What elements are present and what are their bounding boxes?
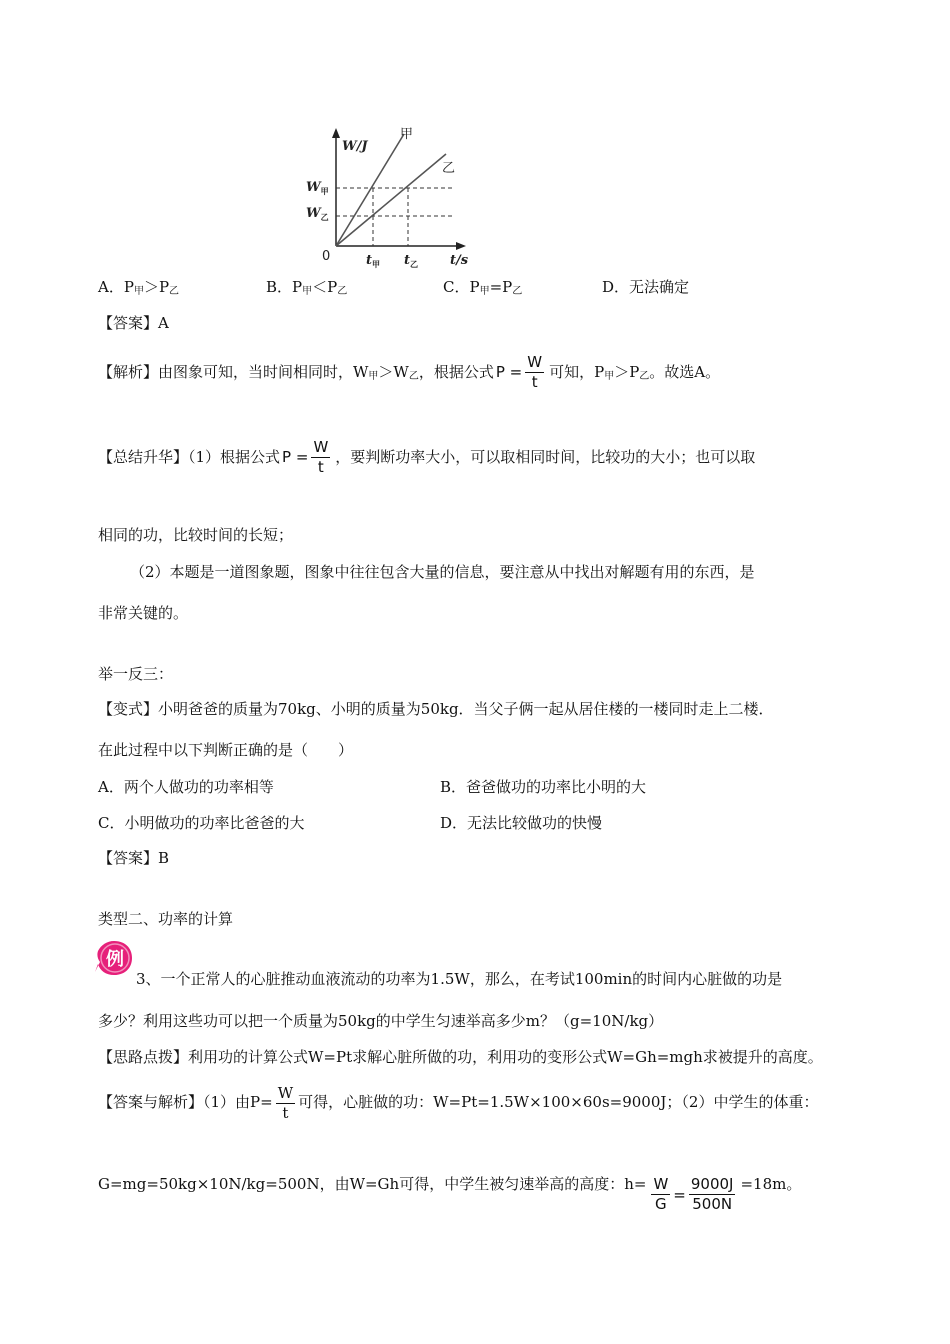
summary-line-2: 相同的功，比较时间的长短；	[98, 526, 294, 544]
w-jia-label: $W_甲$	[306, 180, 329, 196]
line-yi	[336, 154, 446, 246]
t-yi-label: $t_乙$	[404, 253, 419, 269]
type2-question-2: 多少？利用这些功可以把一个质量为50kg的中学生匀速举高多少m？（g=10N/kg）	[98, 1012, 664, 1030]
work-time-graph	[300, 120, 480, 280]
power-formula-2: P = $\frac{W}{t}$	[282, 437, 329, 476]
x-axis-arrow	[456, 242, 466, 250]
option-a: A．$P_甲>P_乙$	[98, 278, 180, 297]
summary-line-4: 非常关键的。	[98, 604, 189, 622]
x-axis-label: t/s	[450, 253, 469, 268]
analysis-line: 【解析】由图象可知，当时间相同时，$W_甲>W_乙$，根据公式 P = $\frac{W}{t}$ 可知，$P_甲>P_乙$。故选A。	[98, 352, 721, 391]
type2-answer-line-1: 【答案与解析】（1）由P= $\frac{W}{t}$ 可得，心脏做的功：W=Pt=1.5W×100×60s=9000J；（2）中学生的体重：	[98, 1083, 819, 1122]
summary-line-1: 【总结升华】（1）根据公式 P = $\frac{W}{t}$ ，要判断功率大小，可以取相同时间，比较功的大小；也可以取	[98, 437, 756, 476]
summary-line-3: （2）本题是一道图象题，图象中往往包含大量的信息，要注意从中找出对解题有用的东西，是	[130, 563, 755, 581]
answer-a: 【答案】A	[98, 314, 169, 332]
example-badge-icon	[94, 938, 134, 978]
y-axis-arrow	[332, 128, 340, 138]
y-axis-label: W/J	[342, 139, 368, 154]
fraction-w-over-t: $\frac{W}{t}$	[277, 1083, 294, 1122]
type2-question-1: 3、一个正常人的心脏推动血液流动的功率为1.5W，那么，在考试100min的时间内心脏做的功是	[136, 970, 783, 988]
line-yi-label: 乙	[442, 161, 456, 176]
variant-option-a: A．两个人做功的功率相等	[98, 778, 274, 796]
line-jia-label: 甲	[400, 127, 414, 142]
type2-answer-line-2: G=mg=50kg×10N/kg=500N，由W=Gh可得，中学生被匀速举高的高度：h= $\frac{W}{G}$ = $\frac{9000J}{500N}$ =18m。	[98, 1175, 802, 1213]
example-badge-text: 例	[106, 949, 124, 970]
w-yi-label: $W_乙$	[306, 206, 329, 222]
height-formula: $\frac{W}{G}$ = $\frac{9000J}{500N}$	[653, 1175, 734, 1213]
variant-option-b: B．爸爸做功的功率比小明的大	[440, 778, 647, 796]
variant-question-1: 【变式】小明爸爸的质量为70kg、小明的质量为50kg．当父子俩一起从居住楼的一楼同时走上二楼．	[98, 700, 774, 718]
variant-heading: 举一反三：	[98, 665, 174, 683]
variant-option-d: D．无法比较做功的快慢	[440, 814, 603, 832]
option-b: B．$P_甲<P_乙$	[266, 278, 348, 297]
variant-question-2: 在此过程中以下判断正确的是（ ）	[98, 741, 354, 759]
t-jia-label: $t_甲$	[366, 253, 381, 269]
variant-answer: 【答案】B	[98, 849, 170, 867]
type2-heading: 类型二、功率的计算	[98, 910, 234, 928]
origin-label: 0	[322, 249, 331, 264]
type2-hint: 【思路点拨】利用功的计算公式W=Pt求解心脏所做的功，利用功的变形公式W=Gh=mgh求被提升的高度。	[98, 1048, 823, 1066]
option-d: D．无法确定	[602, 278, 690, 296]
option-c: C．$P_甲=P_乙$	[443, 278, 523, 297]
variant-option-c: C．小明做功的功率比爸爸的大	[98, 814, 305, 832]
power-formula: P = $\frac{W}{t}$	[495, 352, 543, 391]
